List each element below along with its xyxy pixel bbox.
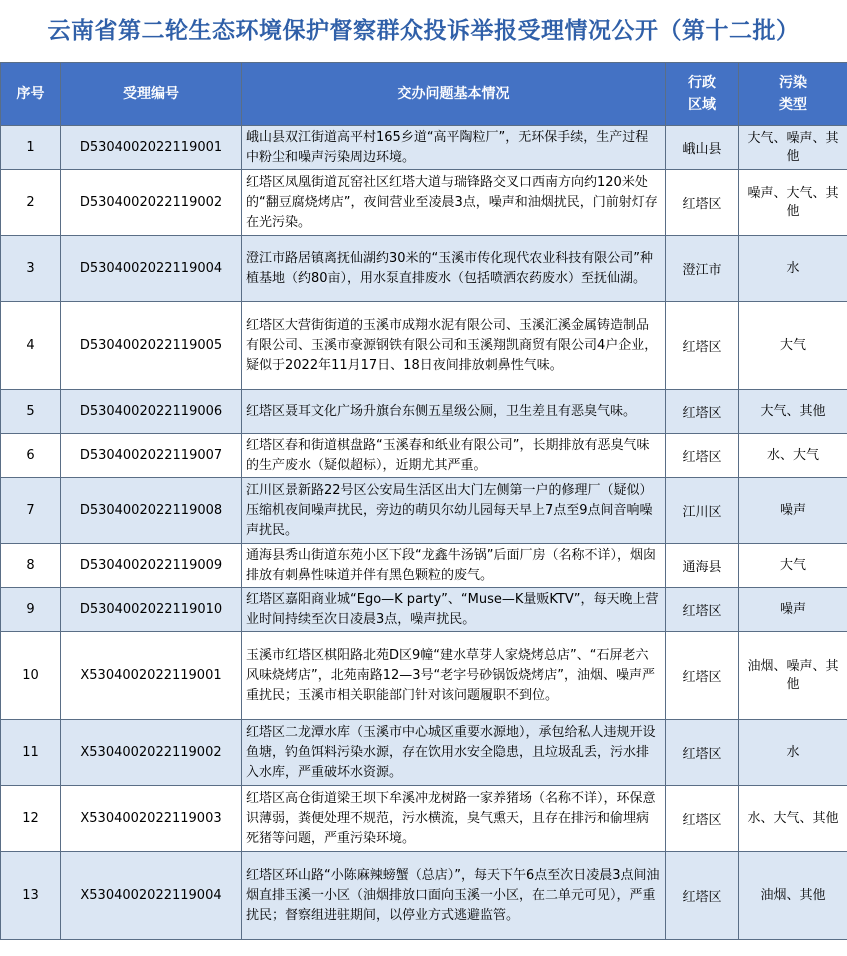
- row-id: X5304002022119004: [61, 852, 242, 940]
- row-region: 红塔区: [666, 632, 739, 720]
- row-region: 红塔区: [666, 170, 739, 236]
- header-type-line2: 类型: [779, 97, 807, 113]
- row-region: 红塔区: [666, 720, 739, 786]
- row-desc: 红塔区环山路“小陈麻辣螃蟹（总店）”，每天下午6点至次日凌晨3点间油烟直排玉溪一小区（油烟排放口面向玉溪一小区，在二单元可见），严重扰民；督察组进驻期间，以停业方式逃避监管。: [242, 852, 666, 940]
- row-region: 通海县: [666, 544, 739, 588]
- row-desc: 红塔区嘉阳商业城“Ego—K party”、“Muse—K量贩KTV”，每天晚上营业时间持续至次日凌晨3点，噪声扰民。: [242, 588, 666, 632]
- row-region: 红塔区: [666, 852, 739, 940]
- row-seq: 3: [1, 236, 61, 302]
- row-type: 水: [739, 236, 847, 302]
- row-seq: 6: [1, 434, 61, 478]
- row-type: 噪声: [739, 588, 847, 632]
- row-id: D5304002022119002: [61, 170, 242, 236]
- header-id: 受理编号: [61, 63, 242, 126]
- table-row: [1, 544, 847, 588]
- row-desc: 红塔区聂耳文化广场升旗台东侧五星级公厕，卫生差且有恶臭气味。: [242, 390, 666, 434]
- table-header-row: [1, 63, 847, 126]
- row-type: 噪声: [739, 478, 847, 544]
- row-desc: 红塔区二龙潭水库（玉溪市中心城区重要水源地），承包给私人违规开设鱼塘，钓鱼饵料污染水源，存在饮用水安全隐患，且垃圾乱丢，污水排入水库，严重破坏水资源。: [242, 720, 666, 786]
- row-desc: 江川区景新路22号区公安局生活区出大门左侧第一户的修理厂（疑似）压缩机夜间噪声扰民，旁边的萌贝尔幼儿园每天早上7点至9点间音响噪声扰民。: [242, 478, 666, 544]
- table-row: [1, 852, 847, 940]
- row-id: D5304002022119005: [61, 302, 242, 390]
- row-seq: 9: [1, 588, 61, 632]
- row-id: X5304002022119001: [61, 632, 242, 720]
- row-type: 大气: [739, 544, 847, 588]
- row-type: 油烟、噪声、其他: [739, 632, 847, 720]
- header-type-line1: 污染: [779, 75, 807, 91]
- row-type: 水、大气: [739, 434, 847, 478]
- row-id: D5304002022119009: [61, 544, 242, 588]
- row-seq: 5: [1, 390, 61, 434]
- header-region-line2: 区域: [688, 97, 716, 113]
- table-row: [1, 478, 847, 544]
- header-seq: 序号: [1, 63, 61, 126]
- row-type: 大气、噪声、其他: [739, 126, 847, 170]
- row-seq: 13: [1, 852, 61, 940]
- row-desc: 玉溪市红塔区棋阳路北苑D区9幢“建水草芽人家烧烤总店”、“石屏老六风味烧烤店”，北苑南路12—3号“老字号砂锅饭烧烤店”，油烟、噪声严重扰民；玉溪市相关职能部门针对该问题履职不到位。: [242, 632, 666, 720]
- row-id: X5304002022119002: [61, 720, 242, 786]
- row-id: D5304002022119001: [61, 126, 242, 170]
- row-id: D5304002022119008: [61, 478, 242, 544]
- row-id: X5304002022119003: [61, 786, 242, 852]
- row-region: 红塔区: [666, 786, 739, 852]
- row-region: 峨山县: [666, 126, 739, 170]
- table-row: [1, 720, 847, 786]
- table-row: [1, 236, 847, 302]
- row-region: 红塔区: [666, 390, 739, 434]
- header-region: [666, 63, 739, 126]
- row-id: D5304002022119004: [61, 236, 242, 302]
- header-region-line1: 行政: [688, 75, 716, 91]
- row-desc: 红塔区高仓街道梁王坝下牟溪冲龙树路一家养猪场（名称不详），环保意识薄弱，粪便处理不规范，污水横流，臭气熏天，且存在排污和偷埋病死猪等问题，严重污染环境。: [242, 786, 666, 852]
- table-row: [1, 170, 847, 236]
- row-region: 江川区: [666, 478, 739, 544]
- row-seq: 8: [1, 544, 61, 588]
- table-row: [1, 302, 847, 390]
- page-title: 云南省第二轮生态环境保护督察群众投诉举报受理情况公开（第十二批）: [47, 18, 800, 44]
- table-row: [1, 786, 847, 852]
- table-row: [1, 632, 847, 720]
- row-seq: 2: [1, 170, 61, 236]
- row-region: 红塔区: [666, 302, 739, 390]
- row-seq: 12: [1, 786, 61, 852]
- header-type: [739, 63, 847, 126]
- row-desc: 红塔区大营街街道的玉溪市成翔水泥有限公司、玉溪汇溪金属铸造制品有限公司、玉溪市豪源钢铁有限公司和玉溪翔凯商贸有限公司4户企业，疑似于2022年11月17日、18日夜间排放刺鼻性气味。: [242, 302, 666, 390]
- table-row: [1, 588, 847, 632]
- row-desc: 澄江市路居镇离抚仙湖约30米的“玉溪市传化现代农业科技有限公司”种植基地（约80亩），用水泵直排废水（包括喷洒农药废水）至抚仙湖。: [242, 236, 666, 302]
- row-id: D5304002022119006: [61, 390, 242, 434]
- row-type: 水、大气、其他: [739, 786, 847, 852]
- table-row: [1, 126, 847, 170]
- row-region: 红塔区: [666, 434, 739, 478]
- table-row: [1, 390, 847, 434]
- row-seq: 11: [1, 720, 61, 786]
- row-type: 水: [739, 720, 847, 786]
- row-seq: 1: [1, 126, 61, 170]
- row-region: 澄江市: [666, 236, 739, 302]
- row-type: 大气、其他: [739, 390, 847, 434]
- table-row: [1, 434, 847, 478]
- row-id: D5304002022119007: [61, 434, 242, 478]
- row-region: 红塔区: [666, 588, 739, 632]
- complaints-table: [0, 62, 847, 940]
- row-type: 大气: [739, 302, 847, 390]
- header-desc: 交办问题基本情况: [242, 63, 666, 126]
- row-seq: 7: [1, 478, 61, 544]
- row-seq: 10: [1, 632, 61, 720]
- row-id: D5304002022119010: [61, 588, 242, 632]
- row-seq: 4: [1, 302, 61, 390]
- row-desc: 红塔区春和街道棋盘路“玉溪春和纸业有限公司”，长期排放有恶臭气味的生产废水（疑似超标），近期尤其严重。: [242, 434, 666, 478]
- row-type: 油烟、其他: [739, 852, 847, 940]
- row-desc: 红塔区凤凰街道瓦窑社区红塔大道与瑞锋路交叉口西南方向约120米处的“翻豆腐烧烤店”，夜间营业至凌晨3点，噪声和油烟扰民，门前射灯存在光污染。: [242, 170, 666, 236]
- row-type: 噪声、大气、其他: [739, 170, 847, 236]
- row-desc: 通海县秀山街道东苑小区下段“龙鑫牛汤锅”后面厂房（名称不详），烟囱排放有刺鼻性味道并伴有黑色颗粒的废气。: [242, 544, 666, 588]
- row-desc: 峨山县双江街道高平村165乡道“高平陶粒厂”，无环保手续，生产过程中粉尘和噪声污染周边环境。: [242, 126, 666, 170]
